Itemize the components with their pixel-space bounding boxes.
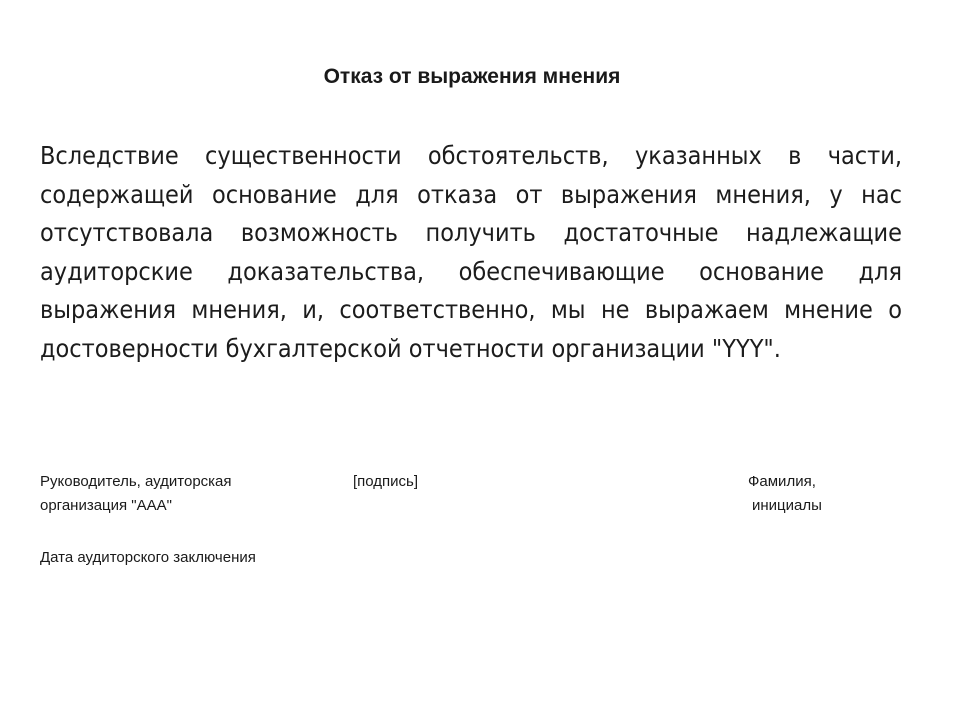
signatory-block [40,470,232,518]
signatory-title-line2: организация "AAA" [40,497,172,514]
name-label-line2: инициалы [752,497,822,514]
name-block [748,470,822,518]
signatory-title-line1: Руководитель, аудиторская [40,473,232,490]
name-label-line1: Фамилия, [748,473,816,490]
page-title: Отказ от выражения мнения [323,65,621,88]
signature-placeholder: [подпись] [353,473,419,490]
opinion-paragraph: Вследствие существенности обстоятельств, указанных в части, содержащей основание для отказа от выражения мнения, у нас отсутствовала возможность получить достаточные надлежащие аудиторские доказательства, обеспечивающие основание для выражения мнения, и, соответственно, мы не выражаем мнение о достоверности бухгалтерской отчетности организации "YYY". [40,141,902,363]
report-date-label: Дата аудиторского заключения [40,549,256,566]
